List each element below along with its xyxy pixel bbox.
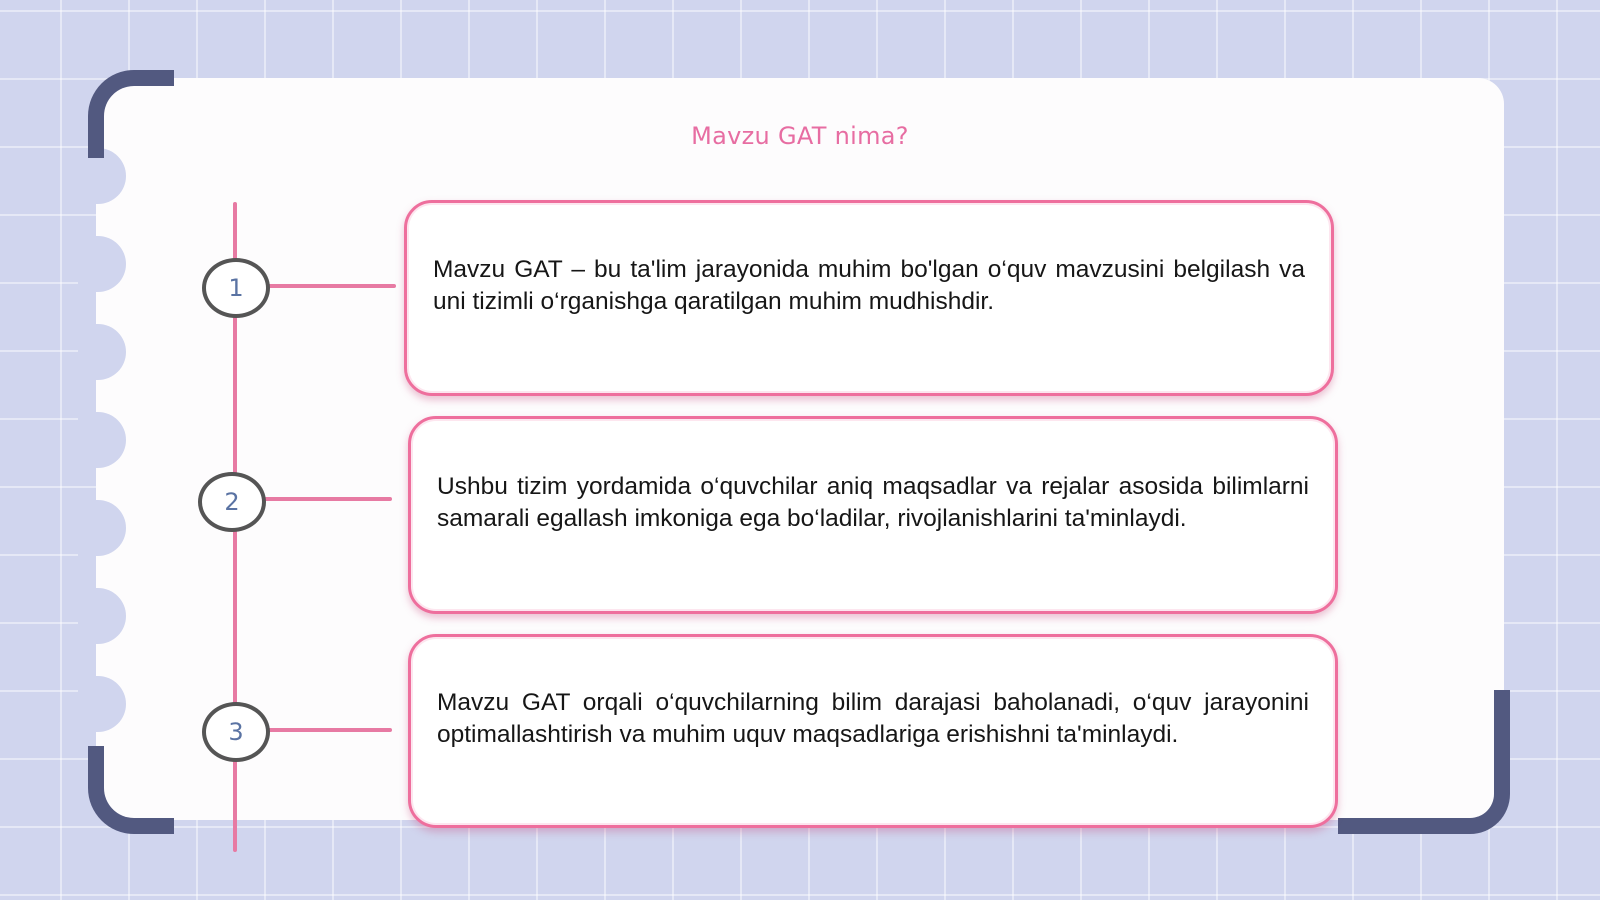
step-text-2: Ushbu tizim yordamida o‘quvchilar aniq maqsadlar va rejalar asosida bilimlarni samarali egallash imkoniga ega bo‘ladilar, rivojlanishlarini ta'minlaydi. [437, 473, 1309, 532]
step-text-1: Mavzu GAT – bu ta'lim jarayonida muhim bo'lgan o‘quv mavzusini belgilash va uni tizimli o‘rganishga qaratilgan muhim mudhishdir. [433, 256, 1305, 315]
step-card-1 [404, 200, 1334, 396]
corner-bracket-bottom-right [1338, 690, 1510, 834]
step-text-3: Mavzu GAT orqali o‘quvchilarning bilim darajasi baholanadi, o‘quv jarayonini optimallashtirish va muhim uquv maqsadlariga erishishni ta'minlaydi. [437, 689, 1309, 748]
corner-bracket-bottom-left [88, 746, 174, 834]
connector-line-1 [262, 284, 396, 288]
connector-line-2 [258, 497, 392, 501]
step-number-3: 3 [202, 702, 270, 762]
step-card-3 [408, 634, 1338, 828]
step-number-2: 2 [198, 472, 266, 532]
step-number-1: 1 [202, 258, 270, 318]
connector-line-3 [262, 728, 392, 732]
step-card-2 [408, 416, 1338, 614]
slide-title: Mavzu GAT nima? [691, 122, 909, 150]
